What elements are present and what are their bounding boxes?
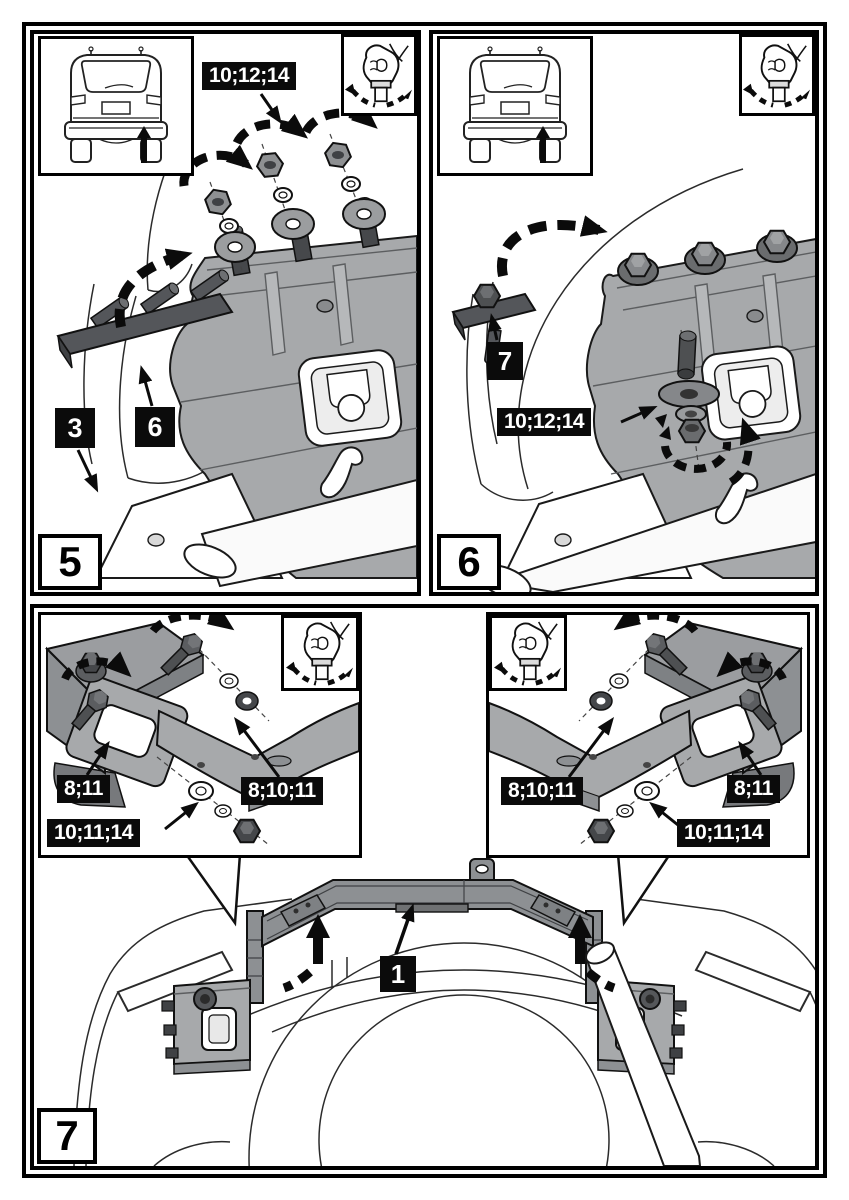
car-rear-view-icon [437, 36, 593, 176]
left-bracket-detail-inset [38, 612, 362, 858]
part-label-crossmember: 3 [55, 408, 95, 448]
hand-tighten-bolt-icon [489, 615, 567, 691]
part-label-bolt-plate: 7 [487, 342, 523, 380]
hardware-label: 10;11;14 [677, 819, 770, 847]
car-rear-view-icon [38, 36, 194, 176]
hardware-label: 8;11 [57, 775, 110, 803]
hardware-label: 10;11;14 [47, 819, 140, 847]
step-number: 6 [437, 534, 501, 590]
step-number: 5 [38, 534, 102, 590]
hand-tighten-bolt-icon [281, 615, 359, 691]
hand-tighten-bolt-icon [341, 34, 417, 116]
part-label-stud-plate: 6 [135, 407, 175, 447]
panel-step-5 [30, 30, 421, 596]
hardware-label: 8;10;11 [241, 777, 323, 805]
hardware-label: 8;10;11 [501, 777, 583, 805]
hand-tighten-bolt-icon [739, 34, 815, 116]
hardware-label: 10;12;14 [497, 408, 591, 436]
panel-step-7 [30, 604, 819, 1170]
hardware-label: 8;11 [727, 775, 780, 803]
panel-step-6 [429, 30, 819, 596]
right-bracket-detail-inset [486, 612, 810, 858]
hardware-label: 10;12;14 [202, 62, 296, 90]
part-label-crossbar: 1 [380, 956, 416, 992]
step-number: 7 [37, 1108, 97, 1164]
